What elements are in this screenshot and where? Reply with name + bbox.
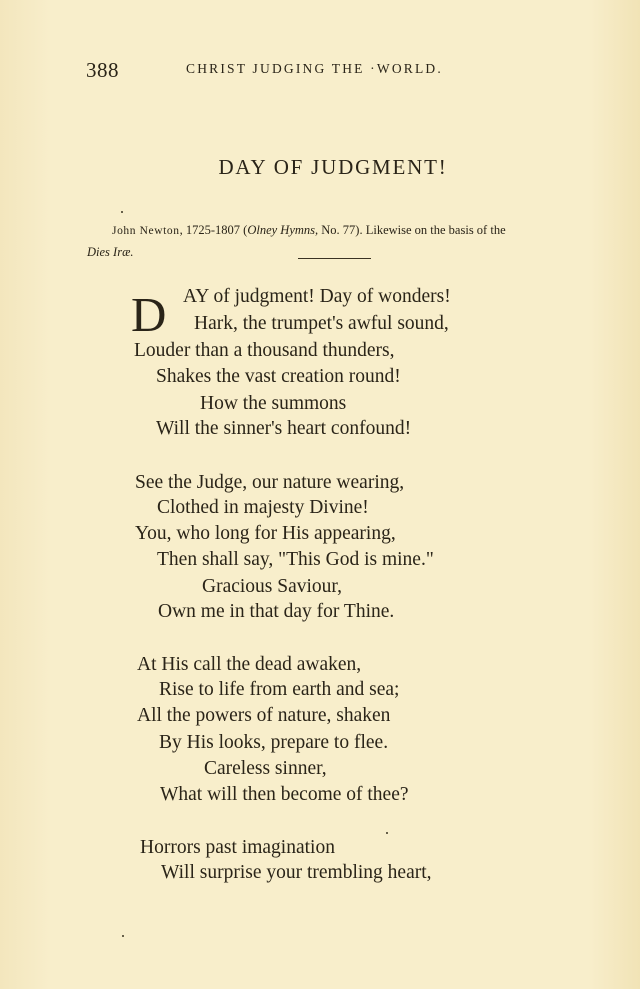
source-title: Olney Hymns, — [247, 223, 319, 237]
ink-speck — [122, 935, 124, 937]
stanza-3-line-2: Rise to life from earth and sea; — [159, 679, 400, 700]
author-dates: , 1725-1807 ( — [179, 223, 248, 237]
ink-speck — [121, 211, 123, 213]
stanza-3-line-3: All the powers of nature, shaken — [137, 705, 391, 726]
stanza-4-line-1: Horrors past imagination — [140, 837, 335, 858]
stanza-2-line-5: Gracious Saviour, — [202, 576, 343, 597]
running-head — [86, 58, 486, 82]
divider-rule — [298, 258, 371, 259]
stanza-1-line-5: How the summons — [200, 393, 347, 414]
stanza-2-line-3: You, who long for His appearing, — [135, 523, 396, 544]
stanza-1-line-6: Will the sinner's heart confound! — [156, 418, 412, 439]
stanza-1-line-4: Shakes the vast creation round! — [156, 366, 401, 387]
hymn-title: DAY OF JUDGMENT! — [218, 155, 448, 179]
stanza-2-line-6: Own me in that day for Thine. — [158, 601, 395, 622]
drop-cap: D — [131, 287, 167, 342]
ink-speck — [386, 832, 388, 834]
attribution — [87, 220, 582, 263]
running-head-title: CHRIST JUDGING THE ·WORLD. — [186, 61, 443, 76]
source-number: No. 77). Likewise on the basis of the — [318, 223, 506, 237]
stanza-1-line-3: Louder than a thousand thunders, — [134, 340, 395, 361]
stanza-3-line-5: Careless sinner, — [204, 758, 327, 779]
stanza-2-line-1: See the Judge, our nature wearing, — [135, 472, 405, 493]
basis-title: Dies Iræ. — [87, 245, 134, 259]
stanza-3-line-4: By His looks, prepare to flee. — [159, 732, 389, 753]
stanza-4-line-2: Will surprise your trembling heart, — [161, 862, 432, 883]
stanza-3-line-6: What will then become of thee? — [160, 784, 409, 805]
stanza-1-line-1: AY of judgment! Day of wonders! — [183, 286, 451, 307]
page-number: 388 — [86, 58, 119, 82]
stanza-3-line-1: At His call the dead awaken, — [137, 654, 362, 675]
author-name: John Newton — [112, 225, 180, 237]
stanza-2-line-4: Then shall say, "This God is mine." — [157, 549, 434, 570]
stanza-2-line-2: Clothed in majesty Divine! — [157, 497, 369, 518]
stanza-1-line-2: Hark, the trumpet's awful sound, — [194, 313, 449, 334]
